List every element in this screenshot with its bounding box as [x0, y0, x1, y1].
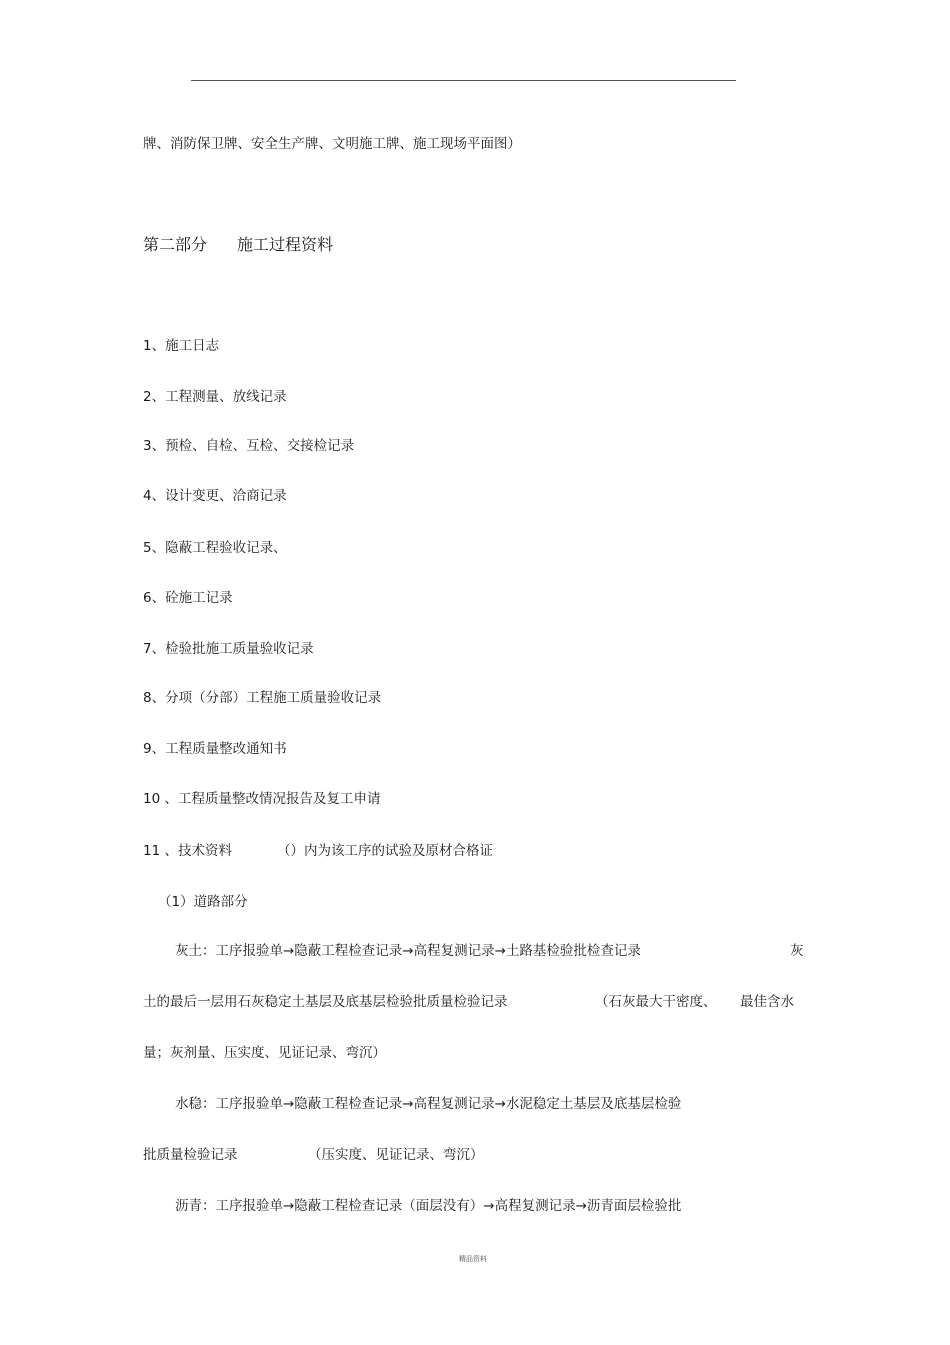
list-item: 5、隐蔽工程验收记录、 — [143, 540, 287, 556]
list-item: 1、施工日志 — [143, 338, 220, 354]
section-part: 第二部分 — [143, 235, 208, 254]
lime-line-1: 灰土：工序报验单→隐蔽工程检查记录→高程复测记录→土路基检验批检查记录 — [175, 943, 641, 959]
list-item: 2、工程测量、放线记录 — [143, 389, 287, 405]
list-item: 4、设计变更、洽商记录 — [143, 488, 287, 504]
list-item: 8、分项（分部）工程施工质量验收记录 — [143, 690, 382, 706]
technical-note: （）内为该工序的试验及原材合格证 — [277, 843, 493, 859]
water-line-2: 批质量检验记录 — [143, 1147, 238, 1163]
list-item: 10 、工程质量整改情况报告及复工申请 — [143, 791, 381, 807]
list-item: 9、工程质量整改通知书 — [143, 741, 287, 757]
continued-line: 牌、消防保卫牌、安全生产牌、文明施工牌、施工现场平面图） — [143, 136, 521, 152]
lime-line-3: 量；灰剂量、压实度、见证记录、弯沉） — [143, 1045, 386, 1061]
lime-line-2-mid: （石灰最大干密度、 — [595, 994, 717, 1010]
list-item: 3、预检、自检、互检、交接检记录 — [143, 438, 355, 454]
list-item: 7、检验批施工质量验收记录 — [143, 641, 314, 657]
lime-line-2: 土的最后一层用石灰稳定土基层及底基层检验批质量检验记录 — [143, 994, 508, 1010]
list-item: 6、砼施工记录 — [143, 590, 233, 606]
lime-line-2-end: 最佳含水 — [740, 994, 794, 1010]
water-line-2-note: （压实度、见证记录、弯沉） — [308, 1147, 484, 1163]
water-line-1: 水稳：工序报验单→隐蔽工程检查记录→高程复测记录→水泥稳定土基层及底基层检验 — [175, 1096, 682, 1112]
section-title: 施工过程资料 — [237, 235, 334, 254]
header-rule — [191, 80, 736, 81]
list-item-technical: 11 、技术资料 — [143, 843, 232, 859]
lime-line-1-end: 灰 — [790, 943, 804, 959]
asphalt-line-1: 沥青：工序报验单→隐蔽工程检查记录（面层没有）→高程复测记录→沥青面层检验批 — [175, 1198, 682, 1214]
page-footer: 精品资料 — [459, 1255, 487, 1263]
section-heading — [143, 235, 333, 255]
road-heading: （1）道路部分 — [158, 894, 248, 910]
